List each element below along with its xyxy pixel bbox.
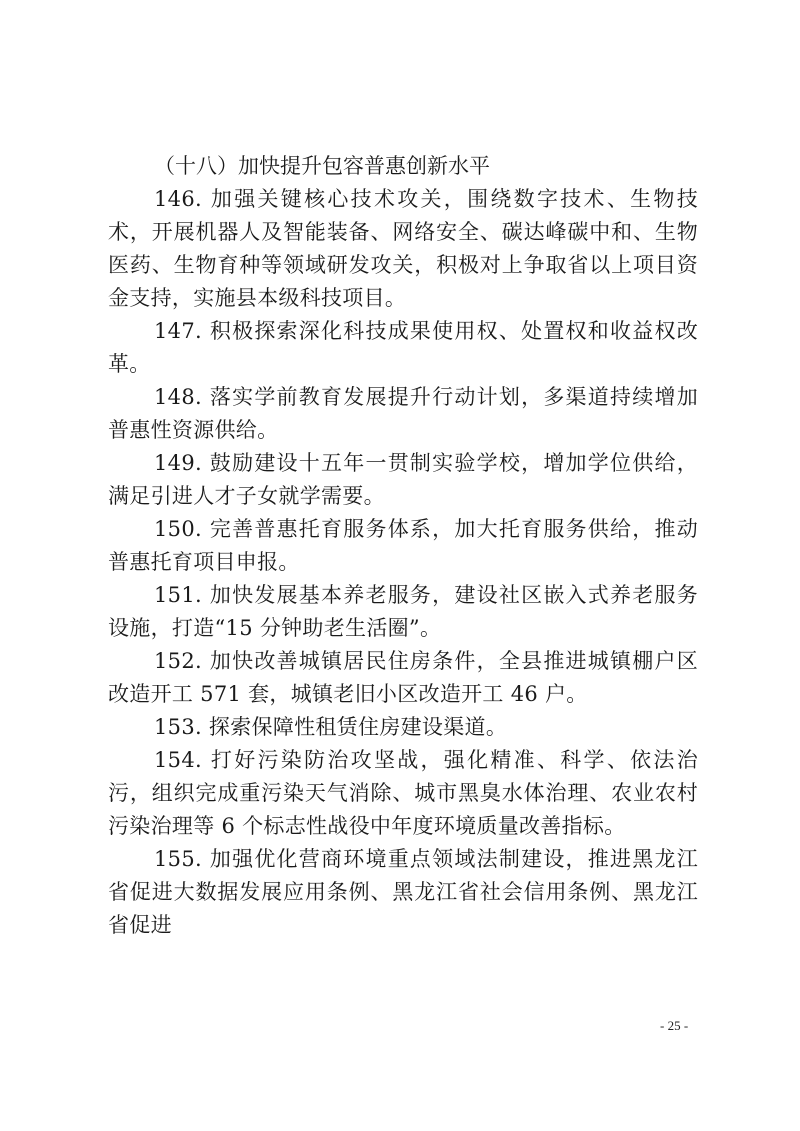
section-heading: （十八）加快提升包容普惠创新水平 [154,154,490,178]
list-item: 154. 打好污染防治攻坚战，强化精准、科学、依法治污，组织完成重污染天气消除、城市黑臭水体治理、农业农村污染治理等 6 个标志性战役中年度环境质量改善指标。 [108,748,698,838]
list-item: 152. 加快改善城镇居民住房条件，全县推进城镇棚户区改造开工 571 套，城镇老旧小区改造开工 46 户。 [108,649,698,706]
page-body [108,150,698,942]
list-item: 155. 加强优化营商环境重点领域法制建设，推进黑龙江省促进大数据发展应用条例、黑龙江省社会信用条例、黑龙江省促进 [108,847,698,937]
list-item: 149. 鼓励建设十五年一贯制实验学校，增加学位供给，满足引进人才子女就学需要。 [108,451,698,508]
list-item: 146. 加强关键核心技术攻关，围绕数字技术、生物技术，开展机器人及智能装备、网络安全、碳达峰碳中和、生物医药、生物育种等领域研发攻关，积极对上争取省以上项目资金支持，实施县本级科技项目。 [108,187,698,310]
list-item: 153. 探索保障性租赁住房建设渠道。 [154,715,508,739]
list-item: 147. 积极探索深化科技成果使用权、处置权和收益权改革。 [108,319,698,376]
list-item: 150. 完善普惠托育服务体系，加大托育服务供给，推动普惠托育项目申报。 [108,517,698,574]
list-item: 148. 落实学前教育发展提升行动计划，多渠道持续增加普惠性资源供给。 [108,385,698,442]
list-item: 151. 加快发展基本养老服务，建设社区嵌入式养老服务设施，打造“15 分钟助老生活圈”。 [108,583,698,640]
page-number: - 25 - [660,1018,689,1033]
